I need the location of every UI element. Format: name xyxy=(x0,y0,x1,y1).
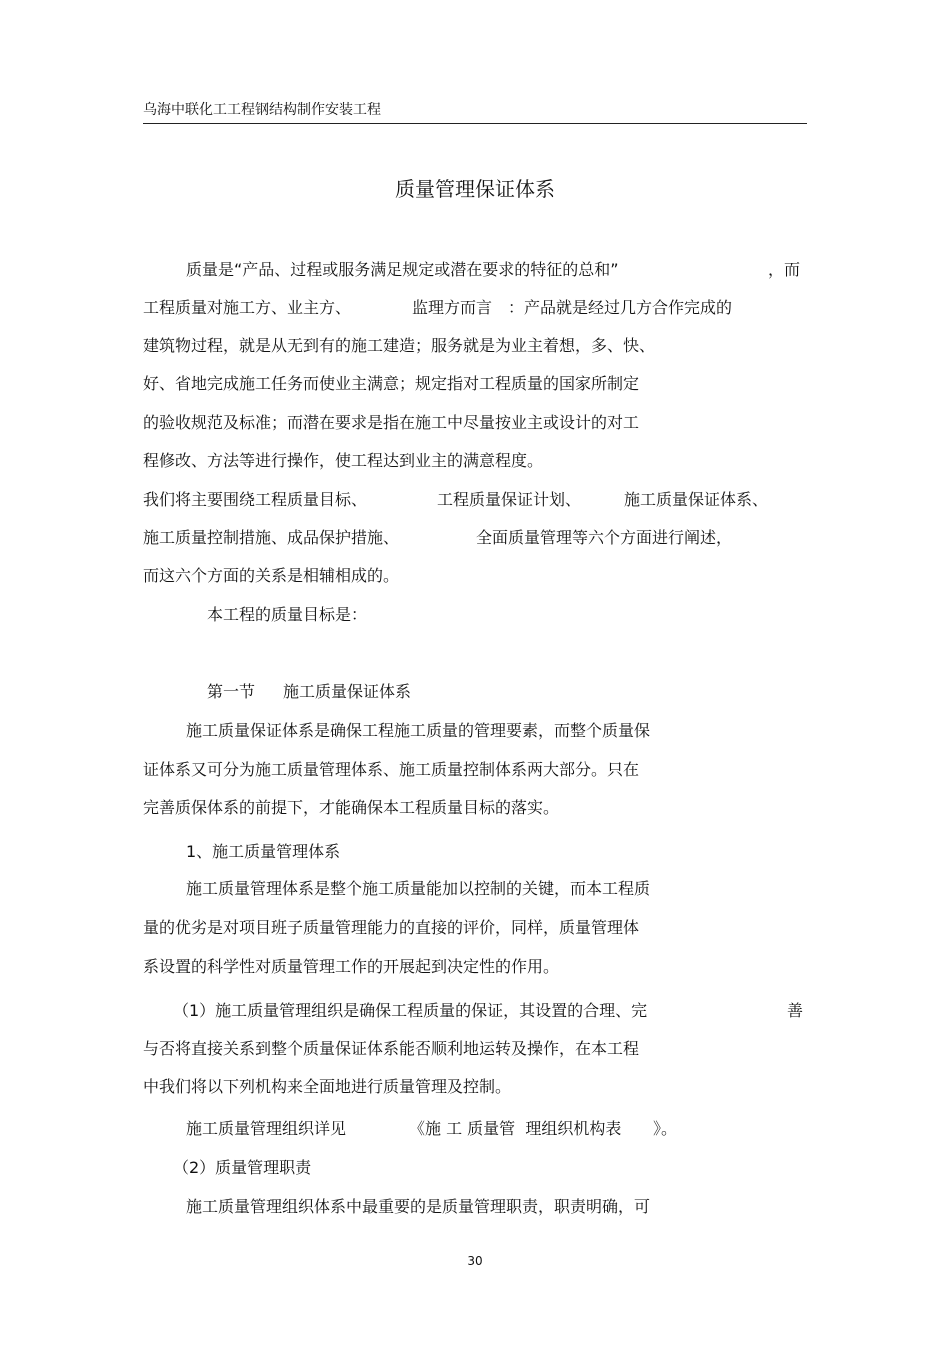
text-line: 证体系又可分为施工质量管理体系、施工质量控制体系两大部分。只在 xyxy=(143,760,640,779)
text-line: 施工质量管理体系是整个施工质量能加以控制的关键，而本工程质 xyxy=(186,879,651,898)
text-line: 全面质量管理等六个方面进行阐述， xyxy=(476,528,733,547)
text-line: 施工质量管理组织详见 xyxy=(186,1119,347,1138)
text-line: 本工程的质量目标是： xyxy=(207,605,368,624)
text-line: 施工质量保证体系、 xyxy=(624,490,769,509)
text-line: （2）质量管理职责 xyxy=(173,1158,312,1177)
running-header: 乌海中联化工工程钢结构制作安装工程 xyxy=(143,102,381,118)
text-line: 《施 工 质量管 理组织机构表 xyxy=(409,1119,622,1138)
subsection-heading: 1、施工质量管理体系 xyxy=(186,842,341,861)
text-line: 而这六个方面的关系是相辅相成的。 xyxy=(143,566,400,585)
text-line: 施工质量保证体系是确保工程施工质量的管理要素，而整个质量保 xyxy=(186,721,651,740)
text-line: 》。 xyxy=(653,1119,678,1138)
text-line: ：产品就是经过几方合作完成的 xyxy=(508,298,733,317)
text-line: 工程质量对施工方、业主方、 xyxy=(143,298,352,317)
text-line: 建筑物过程，就是从无到有的施工建造；服务就是为业主着想，多、快、 xyxy=(143,336,656,355)
text-line: 施工质量管理组织体系中最重要的是质量管理职责，职责明确，可 xyxy=(186,1197,651,1216)
text-line: 程修改、方法等进行操作，使工程达到业主的满意程度。 xyxy=(143,451,544,470)
text-line: 的验收规范及标准；而潜在要求是指在施工中尽量按业主或设计的对工 xyxy=(143,413,640,432)
text-line: 量的优劣是对项目班子质量管理能力的直接的评价，同样，质量管理体 xyxy=(143,918,640,937)
text-line: 善 xyxy=(787,1001,804,1020)
text-line: 完善质保体系的前提下，才能确保本工程质量目标的落实。 xyxy=(143,798,560,817)
section-number: 第一节 xyxy=(207,682,256,701)
text-line: 工程质量保证计划、 xyxy=(437,490,582,509)
text-line: 施工质量控制措施、成品保护措施、 xyxy=(143,528,400,547)
section-heading: 施工质量保证体系 xyxy=(283,682,412,701)
text-line: 好、省地完成施工任务而使业主满意；规定指对工程质量的国家所制定 xyxy=(143,374,640,393)
text-line: 质量是“产品、过程或服务满足规定或潜在要求的特征的总和” xyxy=(186,260,619,279)
text-line: 监理方而言 xyxy=(412,298,493,317)
text-line: ，而 xyxy=(768,260,801,279)
text-line: （1）施工质量管理组织是确保工程质量的保证，其设置的合理、完 xyxy=(173,1001,648,1020)
text-line: 中我们将以下列机构来全面地进行质量管理及控制。 xyxy=(143,1077,512,1096)
text-line: 系设置的科学性对质量管理工作的开展起到决定性的作用。 xyxy=(143,957,560,976)
page-title: 质量管理保证体系 xyxy=(395,177,555,201)
text-line: 我们将主要围绕工程质量目标、 xyxy=(143,490,368,509)
page-number: 30 xyxy=(467,1254,483,1268)
text-line: 与否将直接关系到整个质量保证体系能否顺利地运转及操作，在本工程 xyxy=(143,1039,640,1058)
header-rule xyxy=(143,123,807,124)
